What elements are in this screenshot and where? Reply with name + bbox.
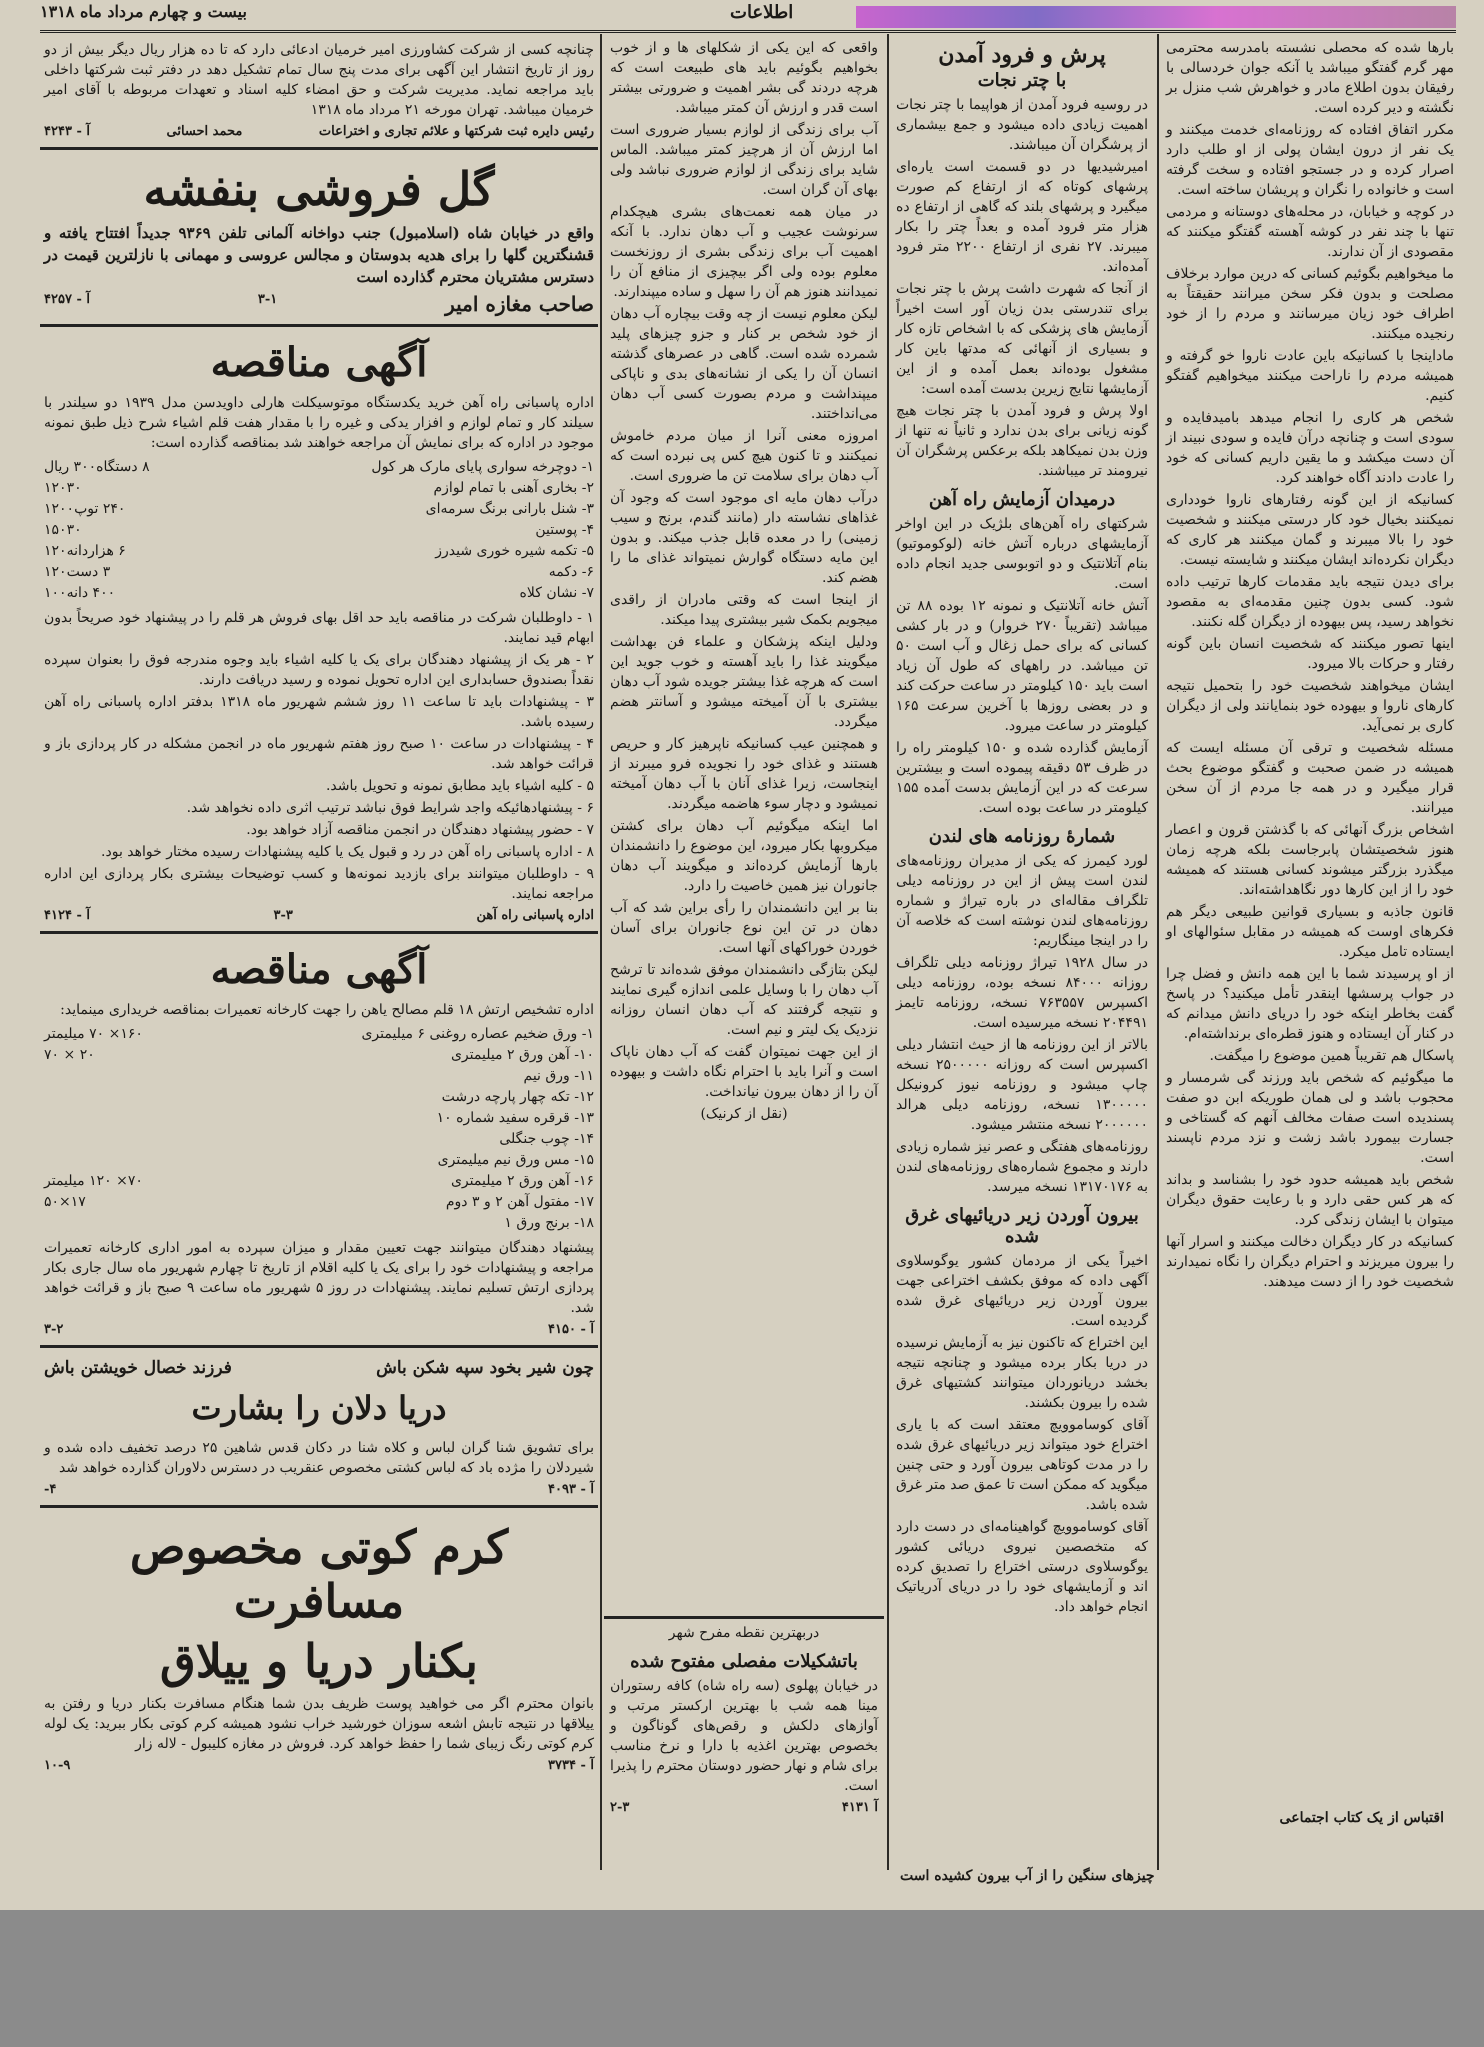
newspaper-name: اطلاعات xyxy=(730,2,794,23)
registration-signer: محمد احسائی xyxy=(166,124,243,139)
tender-item-item: ۶- دکمه xyxy=(548,564,594,580)
tender-item xyxy=(44,1024,594,1045)
paragraph: مکرر اتفاق افتاده که روزنامه‌ای خدمت میکنند و یک نفر از درون ایشان پولی از او طلب دارد اصرار کرده و در جستجو افتاده و سخت گرفته است و خانواده را نگران و پریشان ساخته است. xyxy=(1166,122,1454,198)
tender-item xyxy=(44,1192,594,1213)
florist-footer xyxy=(44,292,594,316)
paragraph: شرکتهای راه آهن‌های بلژیک در این اواخر آزمایشهای درباره آتش خانه (لوکوموتیو) بنام آتلانتیک و دو اتوبوسی جدید انجام داده است. xyxy=(896,516,1148,592)
tender-item-item: ۵- تکمه شیره خوری شیدرز xyxy=(435,543,594,559)
saliva-article xyxy=(610,38,878,1102)
paragraph: بارها شده که محصلی نشسته بامدرسه محترمی مهر گرم گفتگو میباشد یا آنکه جوان خردسالی با رفیقان بدون اطلاع مادر و خواهرش شب منزل بر نگشته و دیر کرده است. xyxy=(1166,40,1454,116)
swimwear-verse-b: فرزند خصال خویشتن باش xyxy=(44,1358,232,1378)
paragraph: ایشان میخواهند شخصیت خود را بتحمیل نتیجه کارهای ناروا و بیهوده خود بنمایانند ولی از دیگران کاری بر نمی‌آید. xyxy=(1166,678,1454,734)
paragraph: اما اینکه میگوئیم آب دهان برای کشتن میکروبها بکار میرود، این موضوع را دانشمندان بارها آزمایش کرده‌اند و میگویند آب دهان جانوران نیز همین خاصیت را دارد. xyxy=(610,818,878,894)
paragraph: امیرشیدیها در دو قسمت است یاره‌ای پرشهای کوتاه که از ارتفاع کم صورت میگیرد و پرشهای بلند که گاهی از ارتفاع ده هزار متر فرود آمده و بعداً چتر را بکار میبرند. ۲۷ نفری از ارتفاع ۲۲۰۰ متر فرود آمده‌اند. xyxy=(896,159,1148,275)
tender-item xyxy=(44,478,594,499)
saliva-source: (نقل از کرنیک) xyxy=(700,1106,788,1122)
tender-item-item: ۲- بخاری آهنی با تمام لوازم xyxy=(433,480,594,496)
column-rule xyxy=(600,34,602,1870)
paragraph: آب برای زندگی از لوازم بسیار ضروری است اما ارزش آن از هرچیز کمتر میباشد. الماس شاید برای زندگی از لوازم ضروری نباشد ولی بهای آن گران است. xyxy=(610,122,878,198)
tender-item xyxy=(44,1108,594,1129)
tender-item-qty: ۳۰ xyxy=(66,522,82,538)
tender-item xyxy=(44,1129,594,1150)
restaurant-ad-codes xyxy=(610,1800,878,1815)
paragraph: ۵ - کلیه اشیاء باید مطابق نمونه و تحویل باشد. xyxy=(325,778,594,794)
restaurant-ad xyxy=(604,1616,884,1870)
social-article xyxy=(1166,38,1454,1292)
paragraph: آزمایش گذارده شده و ۱۵۰ کیلومتر راه را در ظرف ۵۳ دقیقه پیموده است و بیشترین سرعت که در این آزمایش بدست آمده ۱۵۵ کیلومتر در ساعت بوده است. xyxy=(896,740,1149,816)
tender-item xyxy=(44,1171,594,1192)
column-rule xyxy=(1157,34,1159,1870)
paragraph: اشخاص بزرگ آنهائی که با گذشتن قرون و اعصار هنوز شخصیتشان پابرجاست بلکه هرچه زمان میگذرد بزرگتر میشوند کسانی هستند که همیشه خود را از این کارها دور نگاهداشته‌اند. xyxy=(1166,822,1454,898)
submarine-title: بیرون آوردن زیر دریائیهای غرق شده xyxy=(905,1205,1139,1247)
army-tender-title: آگهی مناقصه xyxy=(210,946,428,993)
tender-item-item: ۱۱- ورق نیم xyxy=(523,1068,594,1084)
tender-item xyxy=(44,541,594,562)
london-papers-title: شمارهٔ روزنامه های لندن xyxy=(928,826,1116,847)
swimwear-text: برای تشویق شنا گران لباس و کلاه شنا در دکان قدس شاهین ۲۵ درصد تخفیف داده شده و شیردلان را مژده باد که لباس کشتی مخصوص عنقریب در دسترس دلاوران گذارده خواهد شد xyxy=(44,1440,594,1476)
army-tender-intro: اداره تشخیص ارتش ۱۸ قلم مصالح یاهن را جهت کارخانه تعمیرات بمناقصه خریداری مینماید: xyxy=(60,1002,594,1018)
cream-code: آ - ۳۷۳۴ xyxy=(548,1758,594,1773)
tender-item-price: ۱۰۰ xyxy=(44,585,67,601)
paragraph: اولا پرش و فرود آمدن با چتر نجات هیچ گونه زیانی برای بدن ندارد و ثانیاً نه تنها از وزن بدن نمیکاهد بلکه برعکس پرشگران آن نیرومند تر میباشند. xyxy=(896,403,1148,479)
submarine-footer: چیزهای سنگین را از آب بیرون کشیده است xyxy=(900,1868,1155,1884)
paragraph: امروزه معنی آنرا از میان مردم خاموش نمیکنند و تا کنون هیچ کس پی نبرده است که آب دهان برای سلامت تن ما ضروری است. xyxy=(610,428,878,484)
railway-tender-code: آ - ۴۱۲۴ xyxy=(44,908,90,923)
tender-item-price: ۲۰ × ۷۰ xyxy=(44,1047,95,1063)
cream-number: ۱۰-۹ xyxy=(44,1758,71,1773)
paragraph: آتش خانه آتلانتیک و نمونه ۱۲ بوده ۸۸ تن میباشد (تقریباً ۲۷۰ خروار) و در بار کشی کسانی که برای حمل زغال و آب است ۵۰ تن میباشد. در راههای که طول آن زیاد است باید ۱۵۰ کیلومتر در ساعت حرکت کند و در بعضی روزها با آخرین سرعت ۱۶۵ کیلومتر در ساعت میرود. xyxy=(896,598,1148,734)
railway-tender-ad xyxy=(40,327,598,934)
tender-item-item: ۱۸- برنج ورق ۱ xyxy=(504,1215,594,1231)
tender-item-item: ۱۰- آهن ورق ۲ میلیمتری xyxy=(450,1047,594,1063)
tender-item xyxy=(44,1213,594,1234)
parachute-article xyxy=(896,95,1148,481)
paragraph: ۲ - هر یک از پیشنهاد دهندگان برای یک یا کلیه اشیاء باید وجوه مندرجه فوق را بعنوان سپرده نقداً بصندوق حسابداری این اداره تحویل نموده و رسید دریافت دارند. xyxy=(44,652,594,688)
army-tender-code: آ - ۴۱۵۰ xyxy=(548,1322,594,1337)
tender-item-qty: ۸ دستگاه xyxy=(96,459,150,475)
column-social xyxy=(1160,34,1460,1870)
railway-title: درمیدان آزمایش راه آهن xyxy=(928,489,1116,510)
tender-item xyxy=(44,457,594,478)
army-tender-items xyxy=(44,1024,594,1234)
paragraph: ۴ - پیشنهادات در ساعت ۱۰ صبح روز هفتم شهریور ماه در انجمن مشکله در کار پردازی باز و قرائت خواهد شد. xyxy=(44,736,594,772)
paragraph: آقای کوساموویچ گواهینامه‌ای در دست دارد که متخصصین نیروی دریائی کشور یوگوسلاوی درستی اختراع را تصدیق کرده اند و آزمایشهای خود را در دریای آدریاتیک انجام خواهد داد. xyxy=(896,1519,1148,1615)
paragraph: ۳ - پیشنهادات باید تا ساعت ۱۱ روز ششم شهریور ماه ۱۳۱۸ بدفتر اداره پاسبانی راه آهن رسیده باشد. xyxy=(44,694,594,730)
railway-tender-number: ۳-۳ xyxy=(273,908,293,923)
paragraph: ۱ - داوطلبان شرکت در مناقصه باید حد اقل بهای فروش هر قلم را در پیشنهاد خود صریحاً بدون ابهام قید نمایند. xyxy=(44,610,594,646)
tender-item xyxy=(44,1087,594,1108)
army-tender-footer xyxy=(44,1322,594,1337)
railway-tender-footer xyxy=(44,908,594,923)
paragraph: شخص هر کاری را انجام میدهد بامیدفایده و سودی است و چنانچه درآن فایده و سودی نبیند از آن دست میکشد و ما یقین داریم کسانی که خود را عادت دادند آگاه خواهند کرد. xyxy=(1166,410,1454,486)
swimwear-verse xyxy=(44,1358,594,1378)
tender-item xyxy=(44,1045,594,1066)
paragraph: اخیراً یکی از مردمان کشور یوگوسلاوی آگهی داده که موفق بکشف اختراعی جهت بیرون آوردن زیر دریائیهای غرق شده گردیده است. xyxy=(896,1253,1148,1329)
masthead-bar xyxy=(40,0,1456,33)
swimwear-number: ۴- xyxy=(44,1482,57,1497)
paragraph: درآب دهان مایه ای موجود است که وجود آن غذاهای نشاسته دار (مانند گندم، برنج و سیب زمینی) را در معده قابل جذب میکند. و بدون این مایه دستگاه گوارش نمیتواند غذای ما را هضم کند. xyxy=(610,490,878,586)
registration-office: رئیس دایره ثبت شرکتها و علائم تجاری و اختراعات xyxy=(318,124,594,139)
column-rule xyxy=(887,34,889,1870)
registration-code: آ - ۴۲۴۳ xyxy=(44,124,91,139)
paragraph: ۸ - اداره پاسبانی راه آهن در رد و قبول یک یا کلیه پیشنهادات رسیده مختار خواهد بود. xyxy=(101,844,594,860)
swimwear-verse-a: چون شیر بخود سپه شکن باش xyxy=(376,1358,594,1378)
railway-tender-sign: اداره پاسبانی راه آهن xyxy=(476,908,594,923)
tender-item-item: ۷- نشان کلاه xyxy=(519,585,594,601)
tender-item-price: ۱۷×۵۰ xyxy=(44,1194,86,1210)
restaurant-ad-header: دربهترین نقطه مفرح شهر xyxy=(668,1625,820,1641)
paragraph: ماداینجا با کسانیکه باین عادت ناروا خو گرفته و همیشه مردم را ناراحت میکنند میخواهیم گفتگو کنیم. xyxy=(1166,348,1454,404)
registration-sign xyxy=(44,124,594,139)
london-papers-article xyxy=(896,851,1148,1197)
paragraph: لیکن معلوم نیست از چه وقت بیچاره آب دهان از خود شخص بر کنار و جزو چیزهای پلید شمرده شده است. گاهی در عصرهای گذشته انسان آن را یکی از نشانه‌های بدی و ناپاکی میپنداشت و مردم بصورت کسی آب دهان می‌انداختند. xyxy=(610,306,878,422)
color-strip xyxy=(856,6,1456,28)
florist-text: واقع در خیابان شاه (اسلامبول) جنب دواخانه آلمانی تلفن ۹۳۶۹ جدیداً افتتاح یافته و قشنگترین گلها را برای هدیه بدوستان و مجالس عروسی و مهمانی با نازلترین قیمت در دسترس مشتریان محترم گذارده است xyxy=(44,224,595,286)
submarine-article xyxy=(896,1251,1148,1617)
florist-owner: صاحب مغازه امیر xyxy=(445,292,594,316)
florist-code: آ - ۴۲۵۷ xyxy=(44,292,90,307)
swimwear-title: دریا دلان را بشارت xyxy=(191,1389,447,1427)
tender-item-qty: ۲۴۰ توپ xyxy=(74,501,126,517)
paragraph: ما میخواهیم بگوئیم کسانی که درین موارد برخلاف مصلحت و بدون فکر سخن میرانند حقیقتاً به اطراف خود زیان میرسانند و مردم را از خود رنجیده میکنند. xyxy=(1166,266,1454,342)
tender-item-price: ۳۰۰ ریال xyxy=(44,459,97,475)
paragraph: لورد کیمرز که یکی از مدیران روزنامه‌های لندن است پیش از این در روزنامه دیلی تلگراف مقاله‌ای در باره تیراژ و شماره روزنامه‌های لندن نوشته است که خلاصه آن را در اینجا مینگاریم: xyxy=(896,853,1148,949)
cream-text: بانوان محترم اگر می خواهید پوست ظریف بدن شما هنگام مسافرت بکنار دریا و رفتن به ییلاقها در نتیجه تابش اشعه سوزان خورشید خراب نشود همیشه کرم کوتی بکار ببرید: یک لوله کرم کوتی رنگ زیبای شما را حفظ خواهد کرد. فروش در مغازه کلیبول - لاله زار xyxy=(44,1696,594,1752)
cream-title-2: بکنار دریا و ییلاق xyxy=(160,1634,478,1688)
paragraph: این اختراع که تاکنون نیز به آزمایش نرسیده در دریا بکار برده میشود و چنانچه نتیجه بخشد دریانوردان میتوانند کشتیهای غرق شده را بیرون بکشند. xyxy=(896,1335,1148,1411)
social-article-source: اقتباس از یک کتاب اجتماعی xyxy=(1279,1810,1444,1826)
railway-tender-items xyxy=(44,457,594,604)
restaurant-ad-text: در خیابان پهلوی (سه راه شاه) کافه رستوران مینا همه شب با بهترین ارکستر مرتب و آوازهای دلکش و رقص‌های گوناگون و بخصوص بهترین اغذیه با دارا و نرخ مناسب برای شام و نهار حضور دوستان محترم را پذیرا است. xyxy=(610,1678,878,1794)
paragraph: در سال ۱۹۲۸ تیراژ روزنامه دیلی تلگراف روزانه ۸۴۰۰۰ نسخه بوده، روزنامه دیلی اکسپرس ۷۶۳۵۵۷ نسخه، روزنامه تایمز ۲۰۴۴۹۱ نسخه میرسیده است. xyxy=(896,955,1148,1031)
column-science xyxy=(890,34,1154,1870)
cream-footer xyxy=(44,1758,594,1773)
tender-item-item: ۱۷- مفتول آهن ۲ و ۳ دوم xyxy=(445,1194,594,1210)
tender-item-price: ۱۲۰۰ xyxy=(44,501,75,517)
tender-item-item: ۱۲- تکه چهار پارچه درشت xyxy=(441,1089,594,1105)
cream-title-1: کرم کوتی مخصوص مسافرت xyxy=(129,1520,509,1628)
army-tender-text: پیشنهاد دهندگان میتوانند جهت تعیین مقدار و میزان سپرده به امور اداری کارخانه تعمیرات مراجعه و پیشنهادات خود را برای یک یا کلیه اقلام از تاریخ تا چهارم شهریور ماه سال جاری بکار پردازی ارتش تسلیم نمایند. پیشنهادات در روز ۵ شهریور ماه ساعت ۹ صبح باز و قرائت خواهد شد. xyxy=(44,1240,595,1316)
tender-item-qty: ۶ هزاردانه xyxy=(66,543,126,559)
tender-item-price: ۱۲۰ xyxy=(44,564,67,580)
cream-ad xyxy=(40,1508,598,1781)
parachute-subtitle: با چتر نجات xyxy=(977,70,1067,91)
paragraph: ۶ - پیشنهادهائیکه واجد شرایط فوق نباشد ترتیب اثری داده نخواهد شد. xyxy=(186,800,594,816)
tender-item-price: ۱۲۰ xyxy=(44,480,67,496)
restaurant-ad-number: ۲-۳ xyxy=(610,1800,630,1815)
paragraph: بالاتر از این روزنامه ها از حیث انتشار دیلی اکسپرس است که روزانه ۲۵۰۰۰۰۰ نسخه چاپ میشود و روزنامه نیوز کرونیکل ۱۳۰۰۰۰۰ نسخه، روزنامه دیلی هرالد ۲۰۰۰۰۰۰ نسخه منتشر میشود. xyxy=(896,1037,1148,1133)
paragraph: آقای کوساموویچ معتقد است که با یاری اختراع خود میتواند زیر دریائیهای غرق شده را در مدت کوتاهی بیرون آورد و حتی چنین میگوید که ممکن است تا عمق صد متر غرق شده باشد. xyxy=(896,1417,1148,1513)
tender-item-item: ۱۶- آهن ورق ۲ میلیمتری xyxy=(450,1173,594,1189)
swimwear-code: آ - ۴۰۹۳ xyxy=(548,1482,594,1497)
florist-ad xyxy=(40,150,598,327)
paragraph: از این جهت نمیتوان گفت که آب دهان ناپاک است و آنرا باید با احترام نگاه داشت و بیهوده آن را از دهان بیرون نیانداخت. xyxy=(610,1044,878,1100)
railway-tender-title: آگهی مناقصه xyxy=(210,339,428,386)
paragraph: از اینجا است که وقتی مادران از راقدی میجویم بکمک شیر بیشتری پیدا میکند. xyxy=(610,592,878,628)
tender-item xyxy=(44,1150,594,1171)
tender-item-item: ۱۴- چوب جنگلی xyxy=(499,1131,594,1147)
tender-item xyxy=(44,562,594,583)
parachute-title: پرش و فرود آمدن xyxy=(938,42,1106,68)
paragraph: کسانیکه از این گونه رفتارهای ناروا خودداری نمیکنند بخیال خود کار درستی میکنند و شخصیت خود را بالا میبرند و گمان میکنند هر کاری که دیگران نکرده‌اند ایشان میکنند و شایسته نیست. xyxy=(1166,492,1454,568)
tender-item-item: ۱۳- قرقره سفید شماره ۱۰ xyxy=(436,1110,594,1126)
swimwear-footer xyxy=(44,1482,594,1497)
paragraph: و همچنین عیب کسانیکه ناپرهیز کار و حریص هستند و غذای خود را نجویده فرو میبرند از اینجاست، زیرا غذای آنان با آب دهان آمیخته نمیشود و دچار سوء هاضمه میگردند. xyxy=(610,736,878,812)
tender-item-item: ۴- پوستین xyxy=(535,522,594,538)
tender-item-qty: ۳ دست xyxy=(66,564,111,580)
paragraph: اینها تصور میکنند که شخصیت انسان باین گونه رفتار و حرکات بالا میرود. xyxy=(1166,636,1454,672)
railway-article xyxy=(896,514,1148,818)
railway-tender-intro: اداره پاسبانی راه آهن خرید یکدستگاه موتوسیکلت هارلی داویدسن مدل ۱۹۳۹ دو سیلندر با سیلند کار و تمام لوازم و افزار یدکی و غیره را با مقدار هفت قلم اشیاء شرح ذیل طبق نمونه موجود در اداره که برای نمایش آن مراجعه خواهند شد بمناقصه گذارده است: xyxy=(44,395,595,451)
paragraph: شخص باید همیشه حدود خود را بشناسد و بداند که هر کس حقی دارد و با رعایت حقوق دیگران میتوان با ایشان زندگی کرد. xyxy=(1166,1172,1454,1228)
tender-item-item: ۱- ورق ضخیم عصاره روغنی ۶ میلیمتری xyxy=(361,1026,594,1042)
issue-date: بیست و چهارم مرداد ماه ۱۳۱۸ xyxy=(40,2,247,21)
paragraph: مسئله شخصیت و ترقی آن مسئله ایست که همیشه در ضمن صحبت و گفتگو موضوع بحث قرار میگیرد و در همه جا مردم از آن سخن میرانند. xyxy=(1166,740,1454,816)
company-registration-ad xyxy=(40,34,598,150)
paragraph: ودلیل اینکه پزشکان و علماء فن بهداشت میگویند غذا را باید آهسته و خوب جوید این است که هرچه غذا بیشتر جویده شود آب دهان بیشتری با آن آمیخته میشود و آسانتر هضم میگردد. xyxy=(610,634,878,730)
florist-title: گل فروشی بنفشه xyxy=(143,162,495,216)
tender-item-qty: ۴۰۰ دانه xyxy=(66,585,116,601)
florist-number: ۳-۱ xyxy=(257,292,278,307)
paragraph: از آنجا که شهرت داشت پرش با چتر نجات برای تندرستی بدن زیان آور است اخیراً آزمایش های پزشکی که با اشخاص تازه کار و بسیاری از آنهائی که مدتها باین کار مشغول بوده‌اند بعمل آمده و از این آزمایشها نتایج زیرین بدست آمده است: xyxy=(896,281,1148,397)
paragraph: در کوچه و خیابان، در محله‌های دوستانه و مردمی تنها با چند نفر در کوشه آهسته گفتگو میکنند که مقصودی از آن ندارند. xyxy=(1166,204,1454,260)
paragraph: برای دیدن نتیجه باید مقدمات کارها ترتیب داده شود. کسی بدون چنین مقدمه‌ای به مقصود نخواهد رسید، پس بیهوده از دیگران گله نکنند. xyxy=(1166,574,1454,630)
paragraph: از او پرسیدند شما با این همه دانش و فضل چرا در جواب پرسشها اینقدر تأمل میکنید؟ در پاسخ گفت بخاطر اینکه خود را دریای دانش میدانم که در کنار آن ایستاده و هنوز قطره‌ای برنداشته‌ام. xyxy=(1166,966,1454,1042)
tender-item xyxy=(44,520,594,541)
tender-item-item: ۳- شنل بارانی برنگ سرمه‌ای xyxy=(425,501,594,517)
tender-item-price: ۱۶۰× ۷۰ میلیمتر xyxy=(44,1026,143,1042)
restaurant-ad-title: باتشکیلات مفصلی مفتوح شده xyxy=(630,1651,858,1672)
paragraph: روزنامه‌های هفتگی و عصر نیز شماره زیادی دارند و مجموع شماره‌های روزنامه‌های لندن به ۱۳۱۷۰۱۷۶ نسخه میرسد. xyxy=(896,1139,1148,1195)
paragraph: پاسکال هم تقریباً همین موضوع را میگفت. xyxy=(1209,1048,1454,1064)
tender-item xyxy=(44,499,594,520)
army-tender-number: ۳-۲ xyxy=(44,1322,64,1337)
paragraph: کسانیکه در کار دیگران دخالت میکنند و اسرار آنها را بیرون میریزند و احترام دیگران را نگاه نمیدارند شخصیت خود را از دست میدهند. xyxy=(1166,1234,1454,1290)
tender-item-qty: ۳۰ xyxy=(66,480,82,496)
paragraph: در روسیه فرود آمدن از هواپیما با چتر نجات اهمیت زیادی داده میشود و جمع بیشماری از پرشگران آن میباشند. xyxy=(896,97,1148,153)
paragraph: ما میگوئیم که شخص باید ورزند گی شرمسار و محجوب باشد و لی همان طوریکه ابن دو صفت پسندیده است صفات مخالف آنهم که گستاخی و جسارت بیمورد باشد زشت و نزد مردم ناپسند است. xyxy=(1166,1070,1454,1166)
tender-item-item: ۱- دوچرخه سواری پایای مارک هر کول xyxy=(371,459,594,475)
tender-item-item: ۱۵- مس ورق نیم میلیمتری xyxy=(437,1152,594,1168)
registration-text: چنانچه کسی از شرکت کشاورزی امیر خرمیان ادعائی دارد که تا ده هزار ریال دیگر بیش از دو روز از تاریخ انتشار این آگهی برای مدت پنج سال تمام تشکیل دهد در دفتر ثبت شرکتها داخلی باید مراجعه نماید. مدیریت شرکت و حق امضاء کلیه اسناد و تعهدات مربوطه با آقای امیر خرمیان میباشد. تهران مورخه ۲۱ مرداد ماه ۱۳۱۸ xyxy=(44,42,594,118)
tender-item-price: ۷۰× ۱۲۰ میلیمتر xyxy=(44,1173,143,1189)
column-ads xyxy=(40,34,598,1870)
tender-item xyxy=(44,583,594,604)
army-tender-ad xyxy=(40,934,598,1348)
paragraph: بنا بر این دانشمندان را رأی براین شد که آب دهان در تن این نوع جانوران برای آسان خوردن خوراکهای آنها است. xyxy=(610,900,878,956)
paragraph: لیکن بتازگی دانشمندان موفق شده‌اند تا ترشح آب دهان را با وسایل علمی اندازه گیری نمایند و نتیجه گرفتند که آب دهان انسان روزانه نزدیک یک لیتر و نیم است. xyxy=(610,962,878,1038)
tender-item-price: ۱۵۰ xyxy=(44,522,67,538)
paragraph: در میان همه نعمت‌های بشری هیچکدام سرنوشت عجیب و آب دهان ندارد. با آنکه اهمیت آب برای زندگی بشری از روزنخست معلوم بوده ولی اگر بیچیزی از منافع آن را نمیدانند هنوز هم آن را سهل و ساده میپندارند. xyxy=(610,204,878,300)
paragraph: قانون جاذبه و بسیاری قوانین طبیعی دیگر هم فکرهای اوست که همیشه در مقابل سئوالهای او ایستاده تامل میکرد. xyxy=(1166,904,1454,960)
paragraph: ۷ - حضور پیشنهاد دهندگان در انجمن مناقصه آزاد خواهد بود. xyxy=(246,822,594,838)
restaurant-ad-code: آ ۴۱۳۱ xyxy=(841,1800,878,1815)
paragraph: ۹ - داوطلبان میتوانند برای بازدید نمونه‌ها و کسب توضیحات بیشتری بکار پردازی این اداره مراجعه نمایند. xyxy=(44,866,594,902)
railway-tender-terms xyxy=(44,608,594,904)
swimwear-ad xyxy=(40,1348,598,1508)
paragraph: واقعی که این یکی از شکلهای ها و از خوب بخواهیم بگوئیم باید های طبیعت است که هرچه دردند گی بشر اهمیت و ضرورتی بیشتر است قدر و ارزش آن کمتر میباشد. xyxy=(610,40,878,116)
column-saliva xyxy=(604,34,884,1870)
tender-item-price: ۱۲۰ xyxy=(44,543,67,559)
tender-item xyxy=(44,1066,594,1087)
